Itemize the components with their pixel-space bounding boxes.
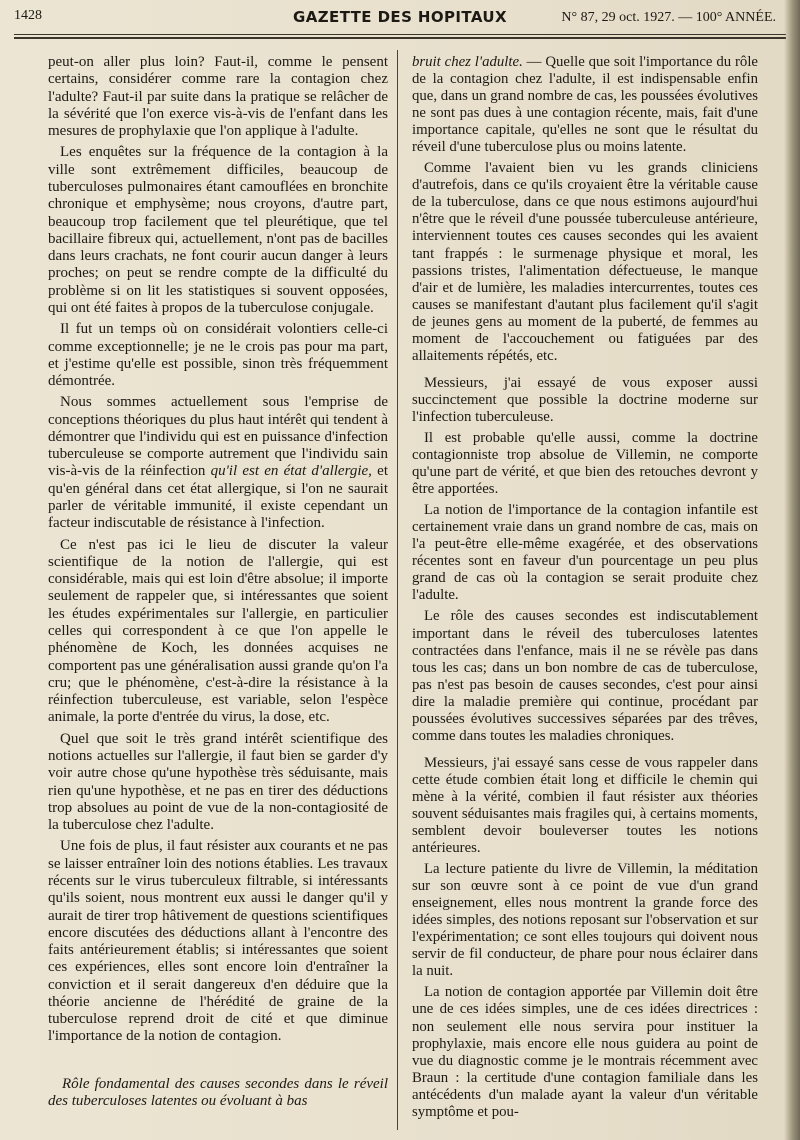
paragraph-text: — Quelle que soit l'importance du rôle de la contagion chez l'adulte, il est indispensable enfin que, dans un grand nombre de cas, les poussées évolutives ne sont pas dues à une contagion récente, mais, fait d'une importance capitale, qu'elles ne sont que le résultat du réveil d'une tuberculose plus ou moins latente. [412,54,758,156]
paragraph: La notion de l'importance de la contagion infantile est certainement vraie dans un grand nombre de cas, mais on l'a peut-être elle-même exagérée, et des observations récentes sont en faveur d'un pourcentage un peu plus grand de cas où la contagion se serait produite chez l'adulte. [412,502,758,604]
paragraph: Comme l'avaient bien vu les grands cliniciens d'autrefois, dans ce qu'ils croyaient être la véritable cause de la tuberculose, dans ce que nous estimons aujourd'hui n'être que le réveil d'une poussée tuberculeuse antérieure, interviennent toutes ces causes secondes qui les avaient tant frappés : le surmenage physique et moral, les passions tristes, l'alimentation défectueuse, le manque d'air et de lumière, les maladies intercurrentes, toutes ces causes se manifestant d'autant plus facilement qu'il s'agit de jeunes gens au moment de la puberté, de femmes au moment de l'accouchement ou fatiguées par des allaitements répétés, etc. [412,160,758,364]
paragraph: La lecture patiente du livre de Villemin, la méditation sur son œuvre sont à ce point de vue d'un grand enseignement, elles nous montrent la grande force des idées simples, des notions reposant sur l'observation et sur l'expérimentation; ce sont elles toujours qui doivent nous servir de fil conducteur, de phare pour nous éclairer dans la nuit. [412,861,758,980]
header-rule [14,34,786,35]
paragraph [48,394,388,532]
paragraph: Une fois de plus, il faut résister aux courants et ne pas se laisser entraîner loin des notions établies. Les travaux récents sur le virus tuberculeux filtrable, si intéressants qu'ils soient, nous montrent eux aussi le danger qu'il y aurait de tirer trop hâtivement de questions scientifiques encore discutées des déductions allant à l'encontre des faits antérieurement établis; si intéressantes que soient ces expériences, elles sont encore loin d'entraîner la conviction et il serait dangereux d'en déduire que la théorie ancienne de l'hérédité de graine de la tuberculose reprend droit de cité et que diminue l'importance de la notion de contagion. [48,838,388,1045]
paragraph: Messieurs, j'ai essayé de vous exposer aussi succinctement que possible la doctrine moderne sur l'infection tuberculeuse. [412,374,758,425]
paragraph-text: Nous sommes actuellement sous l'emprise de conceptions théoriques du plus haut intérêt qui tendent à démontrer que l'individu qui est en puissance d'infection tuberculeuse se comporte autrement que l'individu sain vis-à-vis de la réinfection [48,394,388,480]
paragraph: Il fut un temps où on considérait volontiers celle-ci comme exceptionnelle; je ne le crois pas pour ma part, et j'estime qu'elle est possible, sinon très fréquemment démontrée. [48,321,388,390]
paragraph: Ce n'est pas ici le lieu de discuter la valeur scientifique de la notion de l'allergie, qui est considérable, mais qui est loin d'être absolue; il importe seulement de rappeler que, si intéressantes que soient les études expérimentales sur l'allergie, en particulier celles qui correspondent à ce que l'on appelle le phénomène de Koch, les données acquises ne comportent pas une généralisation aussi grande qu'on l'a cru; que le phénomène, c'est-à-dire la résistance à la réinfection tuberculeuse, est variable, selon l'espèce animale, la porte d'entrée du virus, la dose, etc. [48,536,388,726]
italic-phrase: qu'il est en état d'allergie, [210,463,372,480]
section-title: Rôle fondamental des causes secondes dans le réveil des tuberculoses latentes ou évoluant à bas [48,1075,388,1110]
left-column [48,54,388,1110]
paragraph: Messieurs, j'ai essayé sans cesse de vous rappeler dans cette étude combien était long et difficile le chemin qui mène à la vérité, combien il faut résister aux théories souvent séduisantes mais fragiles qui, à certains moments, semblent devoir bouleverser toutes les notions antérieures. [412,754,758,857]
paragraph: Il est probable qu'elle aussi, comme la doctrine contagionniste trop absolue de Villemin, ne comporte qu'une part de vérité, et que bien des retouches devront y être apportées. [412,429,758,498]
paragraph: peut-on aller plus loin? Faut-il, comme le pensent certains, considérer comme rare la contagion chez l'adulte? Faut-il par suite dans la pratique se relâcher de la sévérité que l'on exerce vis-à-vis de l'enfant dans les mesures de prophylaxie que l'on applique à l'adulte. [48,54,388,140]
right-column [412,54,758,1125]
column-divider [397,50,398,1130]
issue-info: N° 87, 29 oct. 1927. — 100° ANNÉE. [561,10,776,25]
paragraph-text: et qu'en général dans cet état allergique, si l'on ne saurait parler de véritable immunité, il existe cependant un facteur indiscutable de résistance à l'infection. [48,463,389,532]
paragraph: Le rôle des causes secondes est indiscutablement important dans le réveil des tuberculoses latentes contractées dans l'enfance, mais il ne se révèle pas dans tous les cas; dans un bon nombre de cas de tuberculose, pas n'est pas besoin de causes secondes, c'est pour ainsi dire la maladie première qui continue, procédant par poussées évolutives successives séparées par des trêves, comme dans toutes les maladies chroniques. [412,608,758,744]
paragraph: La notion de contagion apportée par Villemin doit être une de ces idées simples, une de ces idées directrices : non seulement elle nous servira pour instituer la prophylaxie, mais encore elle nous guidera au point de vue du diagnostic comme je le montrais récemment avec Braun : la certitude d'une contagion familiale dans les antécédents d'un malade ayant la valeur d'un véritable symptôme et pou- [412,984,758,1120]
paragraph [412,54,758,156]
page-edge-shadow [784,0,800,1140]
paragraph: Les enquêtes sur la fréquence de la contagion à la ville sont extrêmement difficiles, beaucoup de tuberculoses pulmonaires étant camouflées en bronchite chronique et emphysème; nous croyons, d'autre part, beaucoup trop facilement que tel pleurétique, que tel bacillaire fibreux qui, actuellement, n'ont pas de bacilles dans leurs crachats, ne font courir aucun danger à leurs proches; on peut se rendre compte de la difficulté du problème si on lit les statistiques si souvent opposées, qui ont été faites à propos de la tuberculose conjugale. [48,144,388,316]
section-title-continued: bruit chez l'adulte. [412,54,523,70]
paragraph: Quel que soit le très grand intérêt scientifique des notions actuelles sur l'allergie, il faut bien se garder d'y voir autre chose qu'une hypothèse très séduisante, mais rien qu'une hypothèse, et ne pas en tirer des déductions trop absolues au point de vue de la non-contagiosité de la tuberculose chez l'adulte. [48,730,388,834]
journal-title: GAZETTE DES HOPITAUX [293,8,507,26]
header-rule-double [14,37,786,39]
page-number: 1428 [14,8,42,23]
page-header [14,8,786,48]
